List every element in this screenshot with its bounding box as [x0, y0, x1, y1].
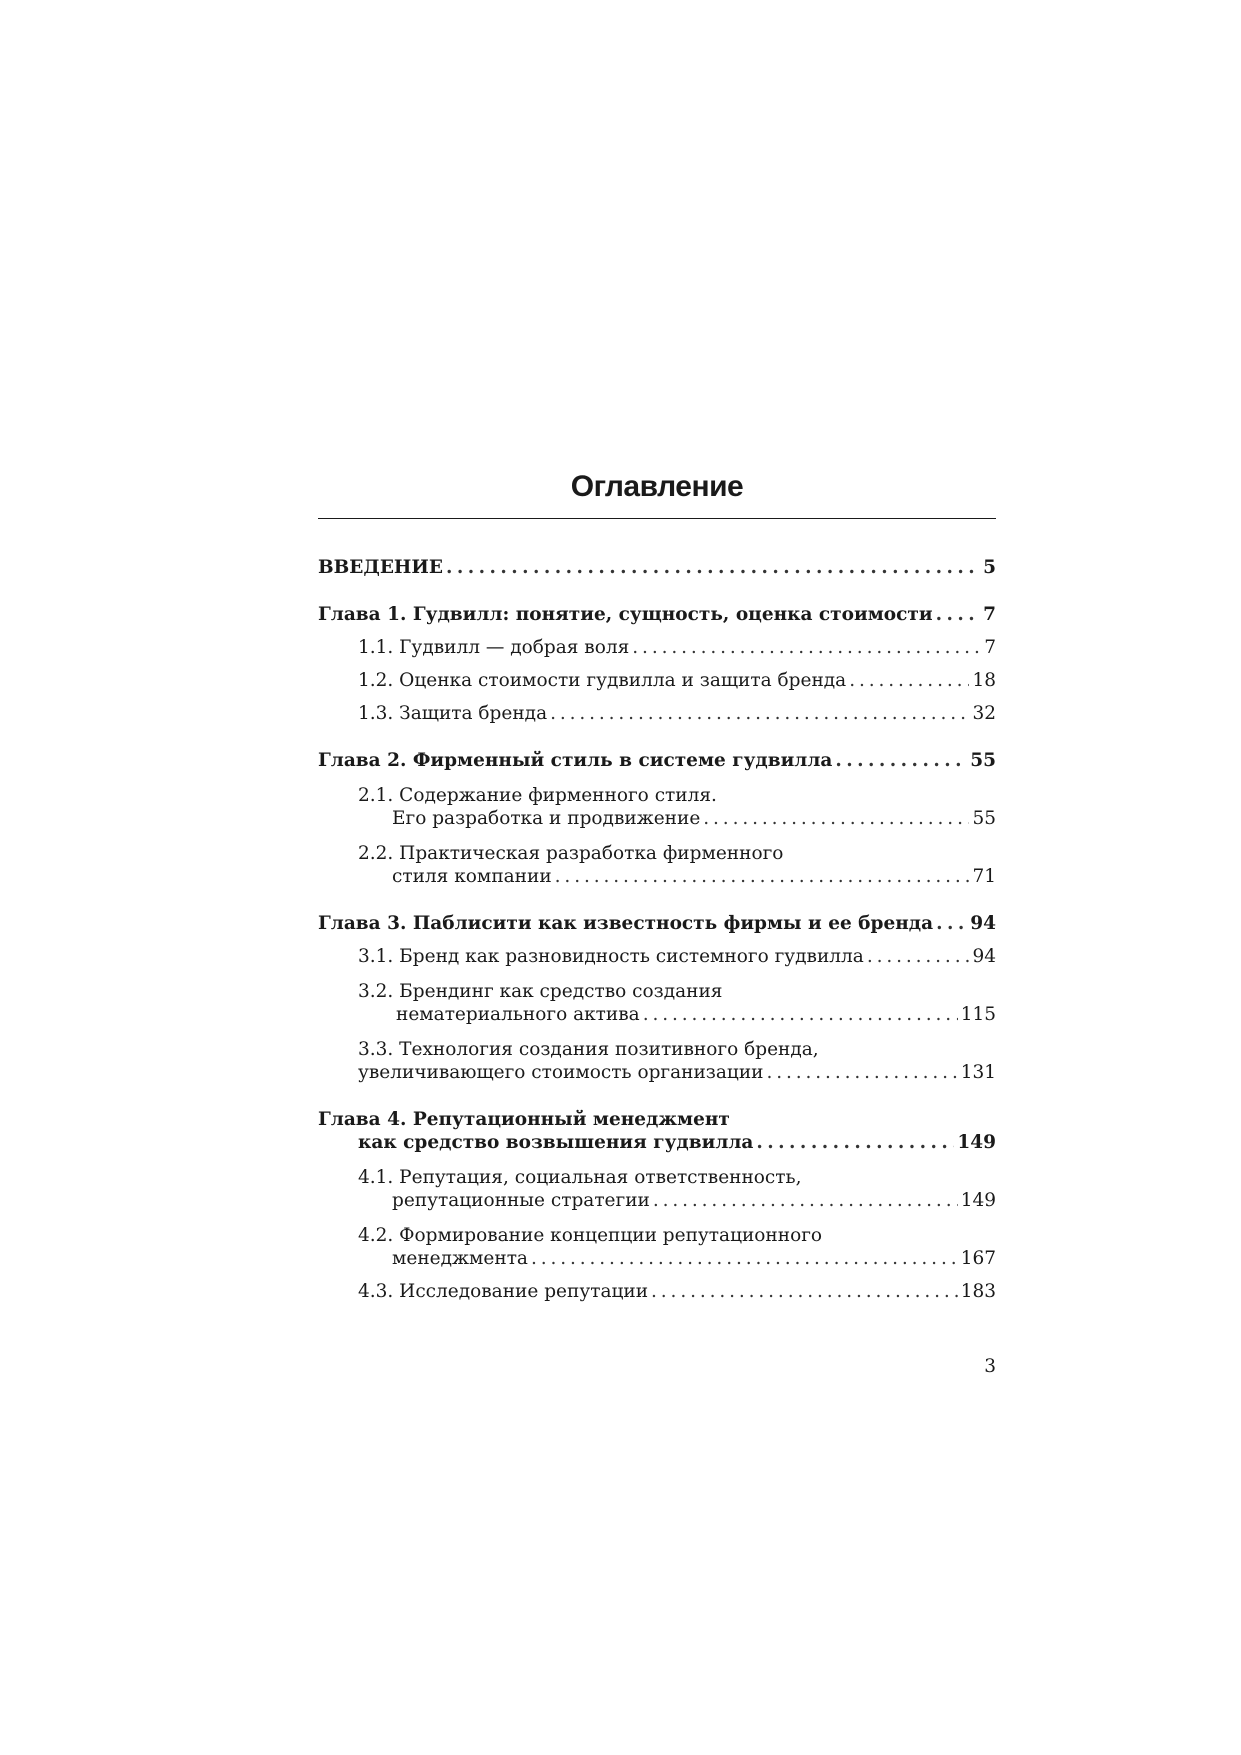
entry-page: 55: [970, 750, 996, 771]
leader-dots: [632, 636, 981, 659]
toc-entry-4-1[interactable]: [318, 1166, 996, 1212]
leader-dots: [651, 1280, 958, 1303]
page-number: 3: [984, 1356, 996, 1377]
toc-entry-3-3[interactable]: [318, 1038, 996, 1084]
toc-entry-chapter-4[interactable]: [318, 1108, 996, 1154]
toc-entry-3-2[interactable]: [318, 980, 996, 1026]
leader-dots: [835, 749, 967, 772]
leader-dots: [936, 603, 981, 626]
toc-entry-2-2[interactable]: [318, 842, 996, 888]
entry-page: 94: [972, 946, 996, 967]
entry-label: 1.1. Гудвилл — добрая воля: [358, 637, 630, 658]
entry-label-line-2: как средство возвышения гудвилла: [358, 1132, 754, 1153]
leader-dots: [555, 865, 970, 888]
entry-page: 115: [960, 1004, 996, 1025]
entry-label-line-2: увеличивающего стоимость организации: [358, 1062, 764, 1083]
entry-label-line-2: стиля компании: [392, 866, 552, 887]
toc-entry-4-2[interactable]: [318, 1224, 996, 1270]
toc-entry-1-2[interactable]: [318, 669, 996, 692]
entry-page: 94: [970, 913, 996, 934]
toc-entry-3-1[interactable]: [318, 945, 996, 968]
toc-page: [318, 470, 996, 1303]
entry-page: 131: [960, 1062, 996, 1083]
entry-label-line-2: менеджмента: [392, 1248, 528, 1269]
entry-page: 5: [983, 557, 996, 578]
leader-dots: [766, 1061, 957, 1084]
entry-label: 1.3. Защита бренда: [358, 703, 548, 724]
entry-label-line-2: репутационные стратегии: [392, 1190, 650, 1211]
leader-dots: [550, 702, 969, 725]
entry-label: Глава 2. Фирменный стиль в системе гудвилла: [318, 750, 833, 771]
leader-dots: [756, 1131, 954, 1154]
leader-dots: [849, 669, 969, 692]
entry-page: 18: [972, 670, 996, 691]
toc-entry-chapter-1[interactable]: [318, 603, 996, 626]
entry-label: 3.1. Бренд как разновидность системного гудвилла: [358, 946, 864, 967]
toc-entry-1-1[interactable]: [318, 636, 996, 659]
entry-page: 32: [972, 703, 996, 724]
entry-label-line-1: 2.2. Практическая разработка фирменного: [358, 843, 784, 864]
toc-entry-intro[interactable]: [318, 556, 996, 579]
entry-label-line-1: Глава 4. Репутационный менеджмент: [318, 1109, 730, 1130]
leader-dots: [936, 912, 967, 935]
entry-label-line-1: 3.3. Технология создания позитивного бренда,: [358, 1039, 819, 1060]
toc-entry-chapter-2[interactable]: [318, 749, 996, 772]
page-title: Оглавление: [318, 470, 996, 519]
toc-entry-chapter-3[interactable]: [318, 912, 996, 935]
leader-dots: [643, 1003, 958, 1026]
table-of-contents: [318, 556, 996, 1303]
entry-label: Глава 1. Гудвилл: понятие, сущность, оценка стоимости: [318, 604, 933, 625]
entry-page: 149: [957, 1132, 996, 1153]
entry-label: 4.3. Исследование репутации: [358, 1281, 649, 1302]
leader-dots: [531, 1247, 958, 1270]
toc-entry-4-3[interactable]: [318, 1280, 996, 1303]
entry-page: 55: [972, 808, 996, 829]
entry-page: 149: [960, 1190, 996, 1211]
toc-entry-1-3[interactable]: [318, 702, 996, 725]
entry-label-line-1: 4.2. Формирование концепции репутационного: [358, 1225, 823, 1246]
leader-dots: [446, 556, 980, 579]
entry-label-line-1: 2.1. Содержание фирменного стиля.: [358, 785, 717, 806]
entry-label: ВВЕДЕНИЕ: [318, 557, 443, 578]
entry-label-line-1: 3.2. Брендинг как средство создания: [358, 981, 723, 1002]
entry-label-line-2: нематериального актива: [396, 1004, 640, 1025]
entry-page: 7: [984, 637, 996, 658]
leader-dots: [703, 807, 969, 830]
entry-page: 71: [972, 866, 996, 887]
entry-label: 1.2. Оценка стоимости гудвилла и защита бренда: [358, 670, 847, 691]
leader-dots: [867, 945, 970, 968]
entry-label-line-2: Его разработка и продвижение: [392, 808, 701, 829]
entry-page: 7: [983, 604, 996, 625]
entry-page: 167: [960, 1248, 996, 1269]
toc-entry-2-1[interactable]: [318, 784, 996, 830]
entry-page: 183: [960, 1281, 996, 1302]
entry-label: Глава 3. Паблисити как известность фирмы и ее бренда: [318, 913, 934, 934]
leader-dots: [653, 1189, 958, 1212]
entry-label-line-1: 4.1. Репутация, социальная ответственность,: [358, 1167, 802, 1188]
